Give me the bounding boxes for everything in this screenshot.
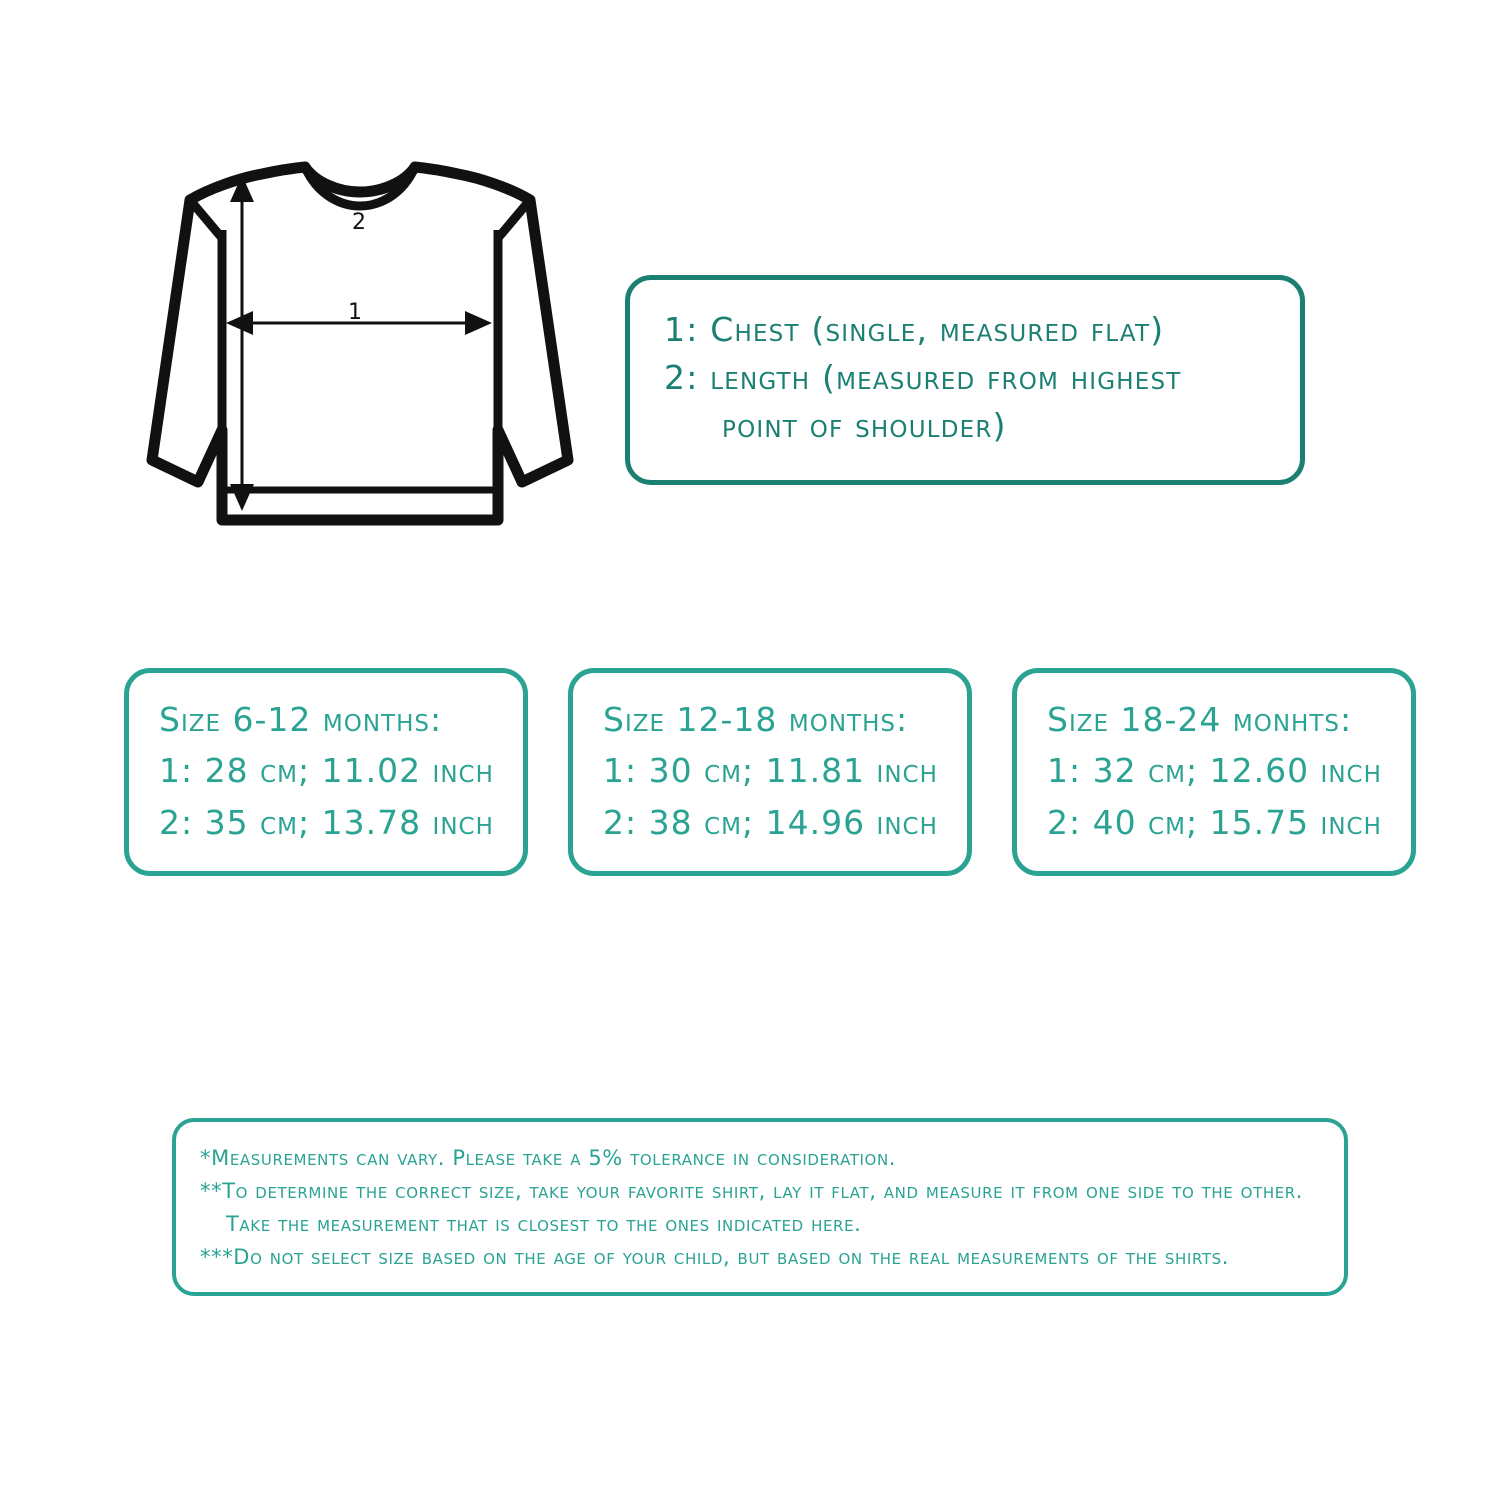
notes-disclaimer <box>172 1118 1348 1296</box>
size-card-12-18-months <box>568 668 972 876</box>
shirt-outline-svg <box>90 130 590 550</box>
note-line-3: ***Do not select size based on the age of your child, but based on the real measurements of the shirts. <box>200 1245 1230 1269</box>
size-card-length: 2: 38 cm; 14.96 inch <box>603 803 938 842</box>
shirt-diagram <box>90 130 590 550</box>
dimension-label-1: 1 <box>348 300 362 325</box>
size-card-chest: 1: 30 cm; 11.81 inch <box>603 751 938 790</box>
size-card-title: Size 18-24 monhts: <box>1047 700 1353 739</box>
note-line-2: **To determine the correct size, take your favorite shirt, lay it flat, and measure it from one side to the other. <box>200 1179 1304 1203</box>
size-card-title: Size 12-18 months: <box>603 700 909 739</box>
legend-line-length: 2: length (measured from highest <box>664 358 1182 397</box>
size-card-chest: 1: 32 cm; 12.60 inch <box>1047 751 1382 790</box>
note-line-2-cont: Take the measurement that is closest to the ones indicated here. <box>226 1212 862 1236</box>
size-card-title: Size 6-12 months: <box>159 700 443 739</box>
measurement-legend <box>625 275 1305 485</box>
legend-line-chest: 1: Chest (single, measured flat) <box>664 310 1165 349</box>
size-card-length: 2: 40 cm; 15.75 inch <box>1047 803 1382 842</box>
dimension-label-2: 2 <box>352 210 366 235</box>
note-line-1: *Measurements can vary. Please take a 5% tolerance in consideration. <box>200 1146 897 1170</box>
legend-line-length-cont: point of shoulder) <box>722 406 1007 445</box>
size-card-18-24-months <box>1012 668 1416 876</box>
size-card-chest: 1: 28 cm; 11.02 inch <box>159 751 494 790</box>
size-card-length: 2: 35 cm; 13.78 inch <box>159 803 494 842</box>
size-card-6-12-months <box>124 668 528 876</box>
